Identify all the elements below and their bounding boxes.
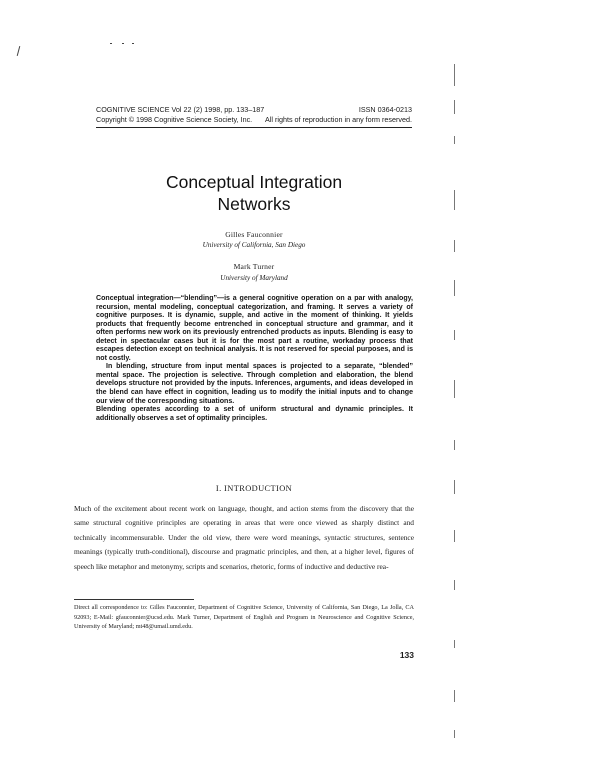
- scan-mark: [122, 43, 124, 44]
- scan-margin-mark: [454, 580, 455, 590]
- scan-margin-mark: [454, 280, 455, 296]
- header-rule: [96, 127, 412, 128]
- copyright: Copyright © 1998 Cognitive Science Society, Inc.: [96, 115, 253, 124]
- journal-line: COGNITIVE SCIENCE Vol 22 (2) 1998, pp. 133–187: [96, 105, 265, 114]
- scan-margin-mark: [454, 136, 455, 144]
- body-text: [74, 502, 414, 574]
- scan-mark: [132, 43, 134, 44]
- abstract-paragraph: Blending operates according to a set of uniform structural and dynamic principles. It additionally observes a set of optimality principles.: [96, 406, 413, 422]
- paper-title-line-2: Networks: [217, 194, 291, 214]
- author-name: Mark Turner: [233, 262, 275, 271]
- copyright-line: [96, 115, 412, 124]
- journal-citation-line: [96, 105, 412, 114]
- issn: ISSN 0364-0213: [358, 105, 412, 114]
- footnote-rule: [74, 599, 194, 600]
- rights-notice: All rights of reproduction in any form reserved.: [264, 115, 412, 124]
- scan-mark: [110, 43, 112, 44]
- scan-margin-mark: [454, 730, 455, 738]
- abstract: [96, 295, 413, 423]
- scan-margin-mark: [454, 480, 455, 494]
- scan-margin-mark: [454, 640, 455, 648]
- body-paragraph: Much of the excitement about recent work on language, thought, and action stems from the discovery that the same structural cognitive principles are operating in areas that were once viewed as sharply distinct and technically incommensurable. Under the old view, there were word meanings, syntactic structures, sentence meanings (typically truth-conditional), discourse and pragmatic principles, and then, at a higher level, figures of speech like metaphor and metonymy, scripts and scenarios, rhetoric, forms of inductive and deductive rea-: [74, 504, 414, 571]
- scan-margin-mark: [454, 440, 455, 450]
- abstract-paragraph: In blending, structure from input mental spaces is projected to a separate, “blended” mental space. The projection is selective. Through completion and elaboration, the blend develops structure not provided by the inputs. Inferences, arguments, and ideas developed in the blend can have effect in cognition, leading us to modify the initial inputs and to change our view of the corresponding situations.: [96, 363, 413, 405]
- scan-mark: [17, 46, 21, 56]
- abstract-paragraph: Conceptual integration—“blending”—is a general cognitive operation on a par with analogy, recursion, mental modeling, conceptual categorization, and framing. It serves a variety of cognitive purposes. It is dynamic, supple, and active in the moment of thinking. It yields products that frequently become entrenched in conceptual structure and grammar, and it often performs new work on its previously entrenched products as inputs. Blending is easy to detect in spectacular cases but it is for the most part a routine, workaday process that escapes detection except on technical analysis. It is not reserved for special purposes, and is not costly.: [96, 295, 413, 362]
- scan-margin-mark: [454, 100, 455, 114]
- scan-margin-mark: [454, 64, 455, 86]
- paper-title-line-1: Conceptual Integration: [165, 172, 343, 192]
- footnote: Direct all correspondence to: Gilles Fauconnier, Department of Cognitive Science, University of California, San Diego, La Jolla, CA 92093; E-Mail: gfauconnier@ucsd.edu. Mark Turner, Department of English and Program in Neuroscience and Cognitive Science, University of Maryland; mt48@umail.umd.edu.: [74, 604, 414, 631]
- scan-margin-mark: [454, 690, 455, 702]
- page-number: 133: [399, 650, 414, 660]
- author-affiliation: University of Maryland: [220, 274, 288, 282]
- author-affiliation: University of California, San Diego: [202, 241, 306, 249]
- scan-margin-mark: [454, 240, 455, 252]
- scan-margin-mark: [454, 380, 455, 398]
- scan-margin-mark: [454, 530, 455, 542]
- author-name: Gilles Fauconnier: [225, 230, 283, 239]
- section-heading: I. INTRODUCTION: [215, 484, 293, 493]
- scan-margin-mark: [454, 330, 455, 340]
- scan-margin-mark: [454, 190, 455, 210]
